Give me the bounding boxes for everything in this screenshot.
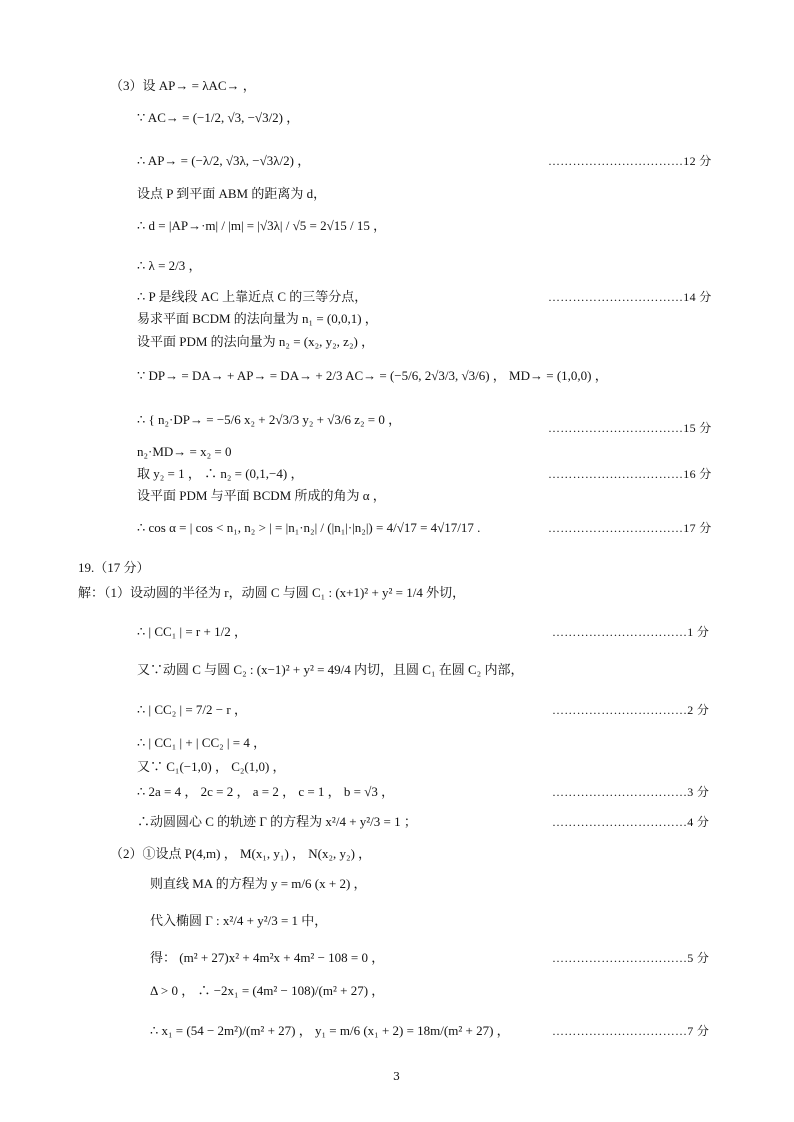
score-17: ……………………………17 分 [548, 521, 712, 535]
line-8: 易求平面 BCDM 的法向量为 n₁ = (0,0,1) ， [137, 311, 378, 326]
line-19: ∴ | CC₂ | = 7/2 − r ， [137, 702, 247, 717]
line-9: 设平面 PDM 的法向量为 n₂ = (x₂, y₂, z₂) ， [137, 334, 375, 349]
question-19-heading: 19.（17 分） [78, 560, 150, 575]
line-1: （3）设 AP→ = λAC→ ， [110, 78, 256, 93]
line-16: 解：（1）设动圆的半径为 r，动圆 C 与圆 C₁ : (x+1)² + y² = 1/4 外切， [78, 585, 466, 600]
line-20: ∴ | CC₁ | + | CC₂ | = 4 ， [137, 735, 267, 750]
line-6: ∴ λ = 2/3 ， [137, 258, 202, 273]
line-2: ∵ AC→ = (−1/2, √3, −√3/2) ， [137, 110, 300, 125]
line-10: ∵ DP→ = DA→ + AP→ = DA→ + 2/3 AC→ = (−5/6, 2√3/3, √3/6) ， MD→ = (1,0,0) ， [137, 368, 608, 383]
line-18: 又∵动圆 C 与圆 C₂ : (x−1)² + y² = 49/4 内切，且圆 C₁ 在圆 C₂ 内部， [137, 662, 524, 677]
line-5: ∴ d = |AP→·m| / |m| = |√3λ| / √5 = 2√15 / 15 ， [137, 218, 387, 233]
score-12: ……………………………12 分 [548, 154, 712, 168]
line-27: 得： (m² + 27)x² + 4m²x + 4m² − 108 = 0 ， [150, 950, 385, 965]
score-16: ……………………………16 分 [548, 467, 712, 481]
score-5: ……………………………5 分 [552, 951, 710, 965]
line-28: Δ > 0 ， ∴ −2x₁ = (4m² − 108)/(m² + 27) ， [150, 983, 385, 998]
score-15: ……………………………15 分 [548, 421, 712, 435]
line-25: 则直线 MA 的方程为 y = m/6 (x + 2) ， [150, 876, 367, 891]
score-1: ……………………………1 分 [552, 625, 710, 639]
line-29: ∴ x₁ = (54 − 2m²)/(m² + 27) ， y₁ = m/6 (x₁ + 2) = 18m/(m² + 27) ， [150, 1023, 510, 1038]
page-number: 3 [393, 1070, 400, 1083]
line-26: 代入椭圆 Γ : x²/4 + y²/3 = 1 中， [150, 913, 328, 928]
score-7: ……………………………7 分 [552, 1024, 710, 1038]
line-4: 设点 P 到平面 ABM 的距离为 d， [137, 186, 327, 201]
line-3: ∴ AP→ = (−λ/2, √3λ, −√3λ/2) ， [137, 153, 311, 168]
score-2: ……………………………2 分 [552, 703, 710, 717]
line-13: 取 y₂ = 1 ， ∴ n₂ = (0,1,−4) ， [137, 466, 304, 481]
line-21: 又∵ C₁(−1,0) ， C₂(1,0) ， [137, 759, 286, 774]
line-23: ∴动圆圆心 C 的轨迹 Γ 的方程为 x²/4 + y²/3 = 1 ； [137, 814, 417, 829]
score-4: ……………………………4 分 [552, 815, 710, 829]
line-11: ∴ { n₂·DP→ = −5/6 x₂ + 2√3/3 y₂ + √3/6 z₂ = 0 ， [137, 412, 402, 427]
line-14: 设平面 PDM 与平面 BCDM 所成的角为 α ， [137, 488, 386, 503]
score-3: ……………………………3 分 [552, 785, 710, 799]
line-7: ∴ P 是线段 AC 上靠近点 C 的三等分点， [137, 289, 368, 304]
line-12: n₂·MD→ = x₂ = 0 [137, 444, 232, 459]
line-22: ∴ 2a = 4 ， 2c = 2 ， a = 2 ， c = 1 ， b = √3 ， [137, 784, 395, 799]
line-17: ∴ | CC₁ | = r + 1/2 ， [137, 624, 247, 639]
line-15: ∴ cos α = | cos < n₁, n₂ > | = |n₁·n₂| / (|n₁|·|n₂|) = 4/√17 = 4√17/17 . [137, 520, 481, 535]
line-24: （2）①设点 P(4,m) ， M(x₁, y₁) ， N(x₂, y₂) ， [110, 846, 372, 861]
score-14: ……………………………14 分 [548, 290, 712, 304]
